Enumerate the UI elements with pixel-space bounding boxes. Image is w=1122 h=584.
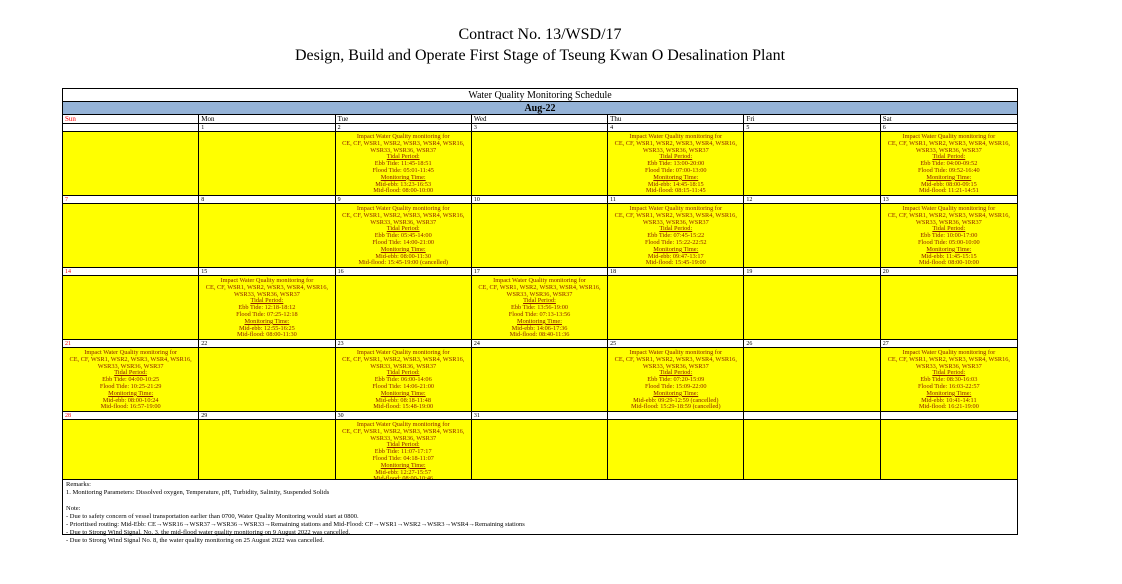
day-cell: [608, 348, 744, 412]
mid-ebb: Mid-ebb: 13:23-16:53: [375, 180, 432, 188]
date-number: 13: [881, 196, 1017, 204]
monitoring-time-heading: Monitoring Time:: [108, 389, 154, 397]
mid-ebb: Mid-ebb: 09:29-12:59 (cancelled): [633, 396, 719, 404]
entry-intro: Impact Water Quality monitoring for: [84, 349, 178, 356]
monitoring-time-heading: Monitoring Time:: [380, 461, 426, 469]
project-name: Design, Build and Operate First Stage of Tseung Kwan O Desalination Plant: [294, 47, 786, 64]
day-cell: [336, 420, 472, 484]
date-number: 30: [336, 412, 472, 420]
tidal-period-heading: Tidal Period:: [932, 369, 966, 377]
week-row: [63, 132, 1017, 196]
entry-stations: CE, CF, WSR1, WSR2, WSR3, WSR4, WSR16, WSR33, WSR36, WSR37: [342, 139, 465, 154]
flood-tide: Flood Tide: 09:52-16:40: [918, 166, 980, 174]
date-number-row: [63, 268, 1017, 276]
day-cell: [472, 132, 608, 196]
flood-tide: Flood Tide: 07:00-13:00: [644, 166, 707, 174]
mid-ebb: Mid-ebb: 11:45-15:15: [921, 252, 977, 260]
tidal-period-heading: Tidal Period:: [386, 225, 420, 233]
note-heading: Note:: [66, 505, 81, 512]
ebb-tide: Ebb Tide: 05:45-14:00: [374, 232, 432, 240]
flood-tide: Flood Tide: 05:00-10:00: [918, 238, 980, 246]
day-cell: [336, 204, 472, 268]
tidal-period-heading: Tidal Period:: [523, 297, 556, 305]
flood-tide: Flood Tide: 14:00-21:00: [372, 238, 434, 246]
date-number-row: [63, 124, 1017, 132]
note-lines: [66, 513, 1014, 545]
date-number: [881, 412, 1017, 420]
note-block: [66, 505, 1014, 545]
date-number: 25: [608, 340, 744, 348]
tidal-period-heading: Tidal Period:: [250, 297, 284, 305]
mid-flood: Mid-flood: 11:21-14:51: [918, 187, 979, 195]
ebb-tide: Ebb Tide: 13:00-20:00: [647, 160, 705, 168]
day-cell: [472, 204, 608, 268]
mid-flood: Mid-flood: 15:45-19:00: [645, 259, 706, 267]
week-row: [63, 348, 1017, 412]
entry-intro: Impact Water Quality monitoring for: [902, 205, 996, 212]
tidal-period-heading: Tidal Period:: [386, 441, 420, 449]
day-header-thu: Thu: [608, 115, 744, 124]
day-cell: [744, 276, 880, 340]
tidal-period-heading: Tidal Period:: [114, 369, 148, 377]
date-number: 23: [336, 340, 472, 348]
flood-tide: Flood Tide: 05:01-11:45: [372, 166, 434, 174]
day-cell: [608, 276, 744, 340]
date-number: 5: [744, 124, 880, 132]
ebb-tide: Ebb Tide: 11:45-18:51: [374, 160, 432, 168]
entry-stations: CE, CF, WSR1, WSR2, WSR3, WSR4, WSR16, WSR33, WSR36, WSR37: [69, 355, 192, 370]
table-title: Water Quality Monitoring Schedule: [63, 89, 1017, 102]
contract-number: Contract No. 13/WSD/17: [458, 26, 622, 43]
date-number: 19: [744, 268, 880, 276]
mid-flood: Mid-flood: 16:57-19:00: [100, 403, 161, 411]
mid-ebb: Mid-ebb: 08:00-09:15: [920, 180, 977, 188]
date-number: 20: [881, 268, 1017, 276]
monitoring-time-heading: Monitoring Time:: [380, 389, 426, 397]
entry-stations: CE, CF, WSR1, WSR2, WSR3, WSR4, WSR16, WSR33, WSR36, WSR37: [205, 283, 329, 298]
entry-intro: Impact Water Quality monitoring for: [220, 277, 314, 284]
ebb-tide: Ebb Tide: 04:00-10:25: [102, 376, 160, 384]
note-line: - Prioritised routing: Mid-Ebb: CE→WSR16→WSR37→WSR36→WSR33→Remaining stations and Mid-Flood: CF→WSR1→WSR2→WSR3→WSR4→Remaining stations: [66, 521, 525, 528]
mid-flood: Mid-flood: 15:45-19:00 (cancelled): [358, 259, 448, 267]
date-number: 7: [63, 196, 199, 204]
day-header-sat: Sat: [881, 115, 1017, 124]
mid-flood: Mid-flood: 15:48-19:00: [373, 403, 434, 411]
entry-intro: Impact Water Quality monitoring for: [493, 277, 586, 284]
note-line: - Due to Strong Wind Signal No. 8, the water quality monitoring on 25 August 2022 was cancelled.: [66, 537, 325, 544]
monitoring-time-heading: Monitoring Time:: [653, 173, 699, 181]
mid-ebb: Mid-ebb: 08:00-10:24: [102, 396, 159, 404]
mid-ebb: Mid-ebb: 14:45-18:15: [647, 180, 704, 188]
date-number: 26: [744, 340, 880, 348]
flood-tide: Flood Tide: 15:09-22:00: [644, 382, 707, 390]
day-header-tue: Tue: [336, 115, 472, 124]
mid-flood: Mid-flood: 15:29-18:59 (cancelled): [631, 403, 721, 411]
date-number: 12: [744, 196, 880, 204]
remarks-heading: Remarks:: [66, 481, 91, 488]
mid-ebb: Mid-ebb: 12:27-15:57: [375, 468, 432, 476]
mid-flood: Mid-flood: 08:00-11:30: [237, 331, 297, 339]
day-cell: [744, 204, 880, 268]
date-number: 9: [336, 196, 472, 204]
day-cell: [63, 204, 199, 268]
day-cell: [199, 420, 335, 484]
tidal-period-heading: Tidal Period:: [386, 369, 420, 377]
entry-intro: Impact Water Quality monitoring for: [902, 349, 996, 356]
monitoring-time-heading: Monitoring Time:: [380, 173, 426, 181]
mid-ebb: Mid-ebb: 14:06-17:36: [511, 324, 568, 332]
date-number: 14: [63, 268, 199, 276]
remarks-box: [62, 479, 1018, 544]
mid-flood: Mid-flood: 08:40-11:36: [509, 331, 570, 339]
date-number: 3: [472, 124, 608, 132]
entry-stations: CE, CF, WSR1, WSR2, WSR3, WSR4, WSR16, WSR33, WSR36, WSR37: [614, 211, 737, 226]
date-number-row: [63, 412, 1017, 420]
monitoring-time-heading: Monitoring Time:: [244, 317, 290, 325]
date-number: 6: [881, 124, 1017, 132]
date-number: 29: [199, 412, 335, 420]
tidal-period-heading: Tidal Period:: [386, 153, 420, 161]
mid-flood: Mid-flood: 08:00-10:00: [373, 187, 434, 195]
entry-stations: CE, CF, WSR1, WSR2, WSR3, WSR4, WSR16, WSR33, WSR36, WSR37: [342, 211, 465, 226]
day-cell: [881, 276, 1017, 340]
flood-tide: Flood Tide: 15:22-22:52: [644, 238, 707, 246]
day-cell: [199, 204, 335, 268]
monitoring-time-heading: Monitoring Time:: [926, 173, 972, 181]
day-cell: [881, 420, 1017, 484]
monitoring-time-heading: Monitoring Time:: [926, 389, 972, 397]
flood-tide: Flood Tide: 04:18-11:07: [372, 454, 434, 462]
date-number: 18: [608, 268, 744, 276]
remarks-lines: [66, 489, 1014, 497]
day-cell: [608, 204, 744, 268]
day-cell: [472, 348, 608, 412]
calendar-body: [63, 124, 1017, 484]
date-number-row: [63, 340, 1017, 348]
day-cell: [744, 348, 880, 412]
entry-stations: CE, CF, WSR1, WSR2, WSR3, WSR4, WSR16, WSR33, WSR36, WSR37: [342, 355, 465, 370]
ebb-tide: Ebb Tide: 08:30-16:03: [920, 376, 978, 384]
flood-tide: Flood Tide: 16:03-22:57: [918, 382, 980, 390]
day-cell: [63, 276, 199, 340]
date-number: 28: [63, 412, 199, 420]
mid-ebb: Mid-ebb: 12:55-16:25: [239, 324, 295, 332]
mid-ebb: Mid-ebb: 08:00-11:30: [375, 252, 431, 260]
entry-stations: CE, CF, WSR1, WSR2, WSR3, WSR4, WSR16, WSR33, WSR36, WSR37: [887, 355, 1010, 370]
date-number: [744, 412, 880, 420]
day-cell: [63, 420, 199, 484]
date-number: 24: [472, 340, 608, 348]
date-number: 22: [199, 340, 335, 348]
ebb-tide: Ebb Tide: 13:56-19:00: [510, 304, 568, 312]
note-line: - Due to safety concern of vessel transportation earlier than 0700, Water Quality Monitoring would start at 0800.: [66, 513, 359, 520]
entry-intro: Impact Water Quality monitoring for: [356, 133, 450, 140]
flood-tide: Flood Tide: 10:25-21:29: [99, 382, 162, 390]
tidal-period-heading: Tidal Period:: [659, 225, 693, 233]
month-header: Aug-22: [63, 102, 1017, 115]
date-number: 27: [881, 340, 1017, 348]
mid-flood: Mid-flood: 16:21-19:00: [918, 403, 979, 411]
remark-line: 1. Monitoring Parameters: Dissolved oxygen, Temperature, pH, Turbidity, Salinity, Suspended Solids: [66, 489, 330, 496]
day-cell: [63, 132, 199, 196]
entry-intro: Impact Water Quality monitoring for: [902, 133, 996, 140]
day-cell: [608, 420, 744, 484]
mid-flood: Mid-flood: 08:15-11:45: [645, 187, 706, 195]
monitoring-time-heading: Monitoring Time:: [380, 245, 426, 253]
date-number: 2: [336, 124, 472, 132]
entry-stations: CE, CF, WSR1, WSR2, WSR3, WSR4, WSR16, WSR33, WSR36, WSR37: [614, 139, 737, 154]
day-cell: [336, 276, 472, 340]
ebb-tide: Ebb Tide: 07:45-15:22: [647, 232, 705, 240]
date-number: 15: [199, 268, 335, 276]
monitoring-time-heading: Monitoring Time:: [517, 317, 562, 325]
date-number: 31: [472, 412, 608, 420]
tidal-period-heading: Tidal Period:: [932, 225, 966, 233]
note-line: - Due to Strong Wind Signal, No. 3, the mid-flood water quality monitoring on 9 August 2022 was cancelled.: [66, 529, 351, 536]
day-cell: [881, 204, 1017, 268]
day-header-sun: Sun: [63, 115, 199, 124]
day-header-row: [63, 115, 1017, 124]
entry-intro: Impact Water Quality monitoring for: [356, 205, 450, 212]
day-cell: [472, 276, 608, 340]
day-cell: [744, 132, 880, 196]
day-header-fri: Fri: [744, 115, 880, 124]
entry-intro: Impact Water Quality monitoring for: [629, 205, 723, 212]
entry-intro: Impact Water Quality monitoring for: [356, 421, 450, 428]
week-row: [63, 420, 1017, 484]
week-row: [63, 276, 1017, 340]
day-cell: [336, 132, 472, 196]
date-number: 10: [472, 196, 608, 204]
monitoring-time-heading: Monitoring Time:: [653, 245, 699, 253]
mid-ebb: Mid-ebb: 08:18-11:48: [375, 396, 431, 404]
day-cell: [472, 420, 608, 484]
entry-stations: CE, CF, WSR1, WSR2, WSR3, WSR4, WSR16, WSR33, WSR36, WSR37: [887, 139, 1010, 154]
day-cell: [199, 348, 335, 412]
day-cell: [608, 132, 744, 196]
monitoring-time-heading: Monitoring Time:: [926, 245, 972, 253]
entry-intro: Impact Water Quality monitoring for: [629, 133, 723, 140]
entry-intro: Impact Water Quality monitoring for: [629, 349, 723, 356]
monitoring-time-heading: Monitoring Time:: [653, 389, 699, 397]
entry-stations: CE, CF, WSR1, WSR2, WSR3, WSR4, WSR16, WSR33, WSR36, WSR37: [342, 427, 465, 442]
week-row: [63, 204, 1017, 268]
flood-tide: Flood Tide: 14:06-21:00: [372, 382, 434, 390]
entry-stations: CE, CF, WSR1, WSR2, WSR3, WSR4, WSR16, WSR33, WSR36, WSR37: [614, 355, 737, 370]
flood-tide: Flood Tide: 07:13-13:56: [508, 310, 571, 318]
day-header-wed: Wed: [472, 115, 608, 124]
entry-stations: CE, CF, WSR1, WSR2, WSR3, WSR4, WSR16, WSR33, WSR36, WSR37: [887, 211, 1010, 226]
day-cell: [744, 420, 880, 484]
ebb-tide: Ebb Tide: 10:00-17:00: [920, 232, 978, 240]
monitoring-schedule-table: [62, 88, 1018, 485]
date-number: [608, 412, 744, 420]
day-cell: [199, 276, 335, 340]
ebb-tide: Ebb Tide: 07:20-15:09: [647, 376, 705, 384]
tidal-period-heading: Tidal Period:: [659, 369, 693, 377]
date-number: [63, 124, 199, 132]
ebb-tide: Ebb Tide: 06:00-14:06: [374, 376, 432, 384]
ebb-tide: Ebb Tide: 04:00-09:52: [920, 160, 978, 168]
tidal-period-heading: Tidal Period:: [932, 153, 966, 161]
date-number: 11: [608, 196, 744, 204]
day-cell: [63, 348, 199, 412]
day-cell: [336, 348, 472, 412]
mid-ebb: Mid-ebb: 09:47-13:17: [647, 252, 704, 260]
ebb-tide: Ebb Tide: 12:18-18:12: [238, 304, 296, 312]
document-title: [62, 24, 1018, 66]
date-number: 8: [199, 196, 335, 204]
day-cell: [881, 348, 1017, 412]
tidal-period-heading: Tidal Period:: [659, 153, 693, 161]
mid-flood: Mid-flood: 08:00-10:00: [918, 259, 979, 267]
day-header-mon: Mon: [199, 115, 335, 124]
day-cell: [199, 132, 335, 196]
flood-tide: Flood Tide: 07:25-12:18: [236, 310, 298, 318]
day-cell: [881, 132, 1017, 196]
ebb-tide: Ebb Tide: 11:07-17:17: [374, 448, 432, 456]
date-number: 1: [199, 124, 335, 132]
date-number: 16: [336, 268, 472, 276]
date-number: 17: [472, 268, 608, 276]
date-number: 21: [63, 340, 199, 348]
entry-stations: CE, CF, WSR1, WSR2, WSR3, WSR4, WSR16, WSR33, WSR36, WSR37: [478, 283, 601, 298]
entry-intro: Impact Water Quality monitoring for: [356, 349, 450, 356]
mid-ebb: Mid-ebb: 10:41-14:11: [921, 396, 977, 404]
date-number: 4: [608, 124, 744, 132]
date-number-row: [63, 196, 1017, 204]
